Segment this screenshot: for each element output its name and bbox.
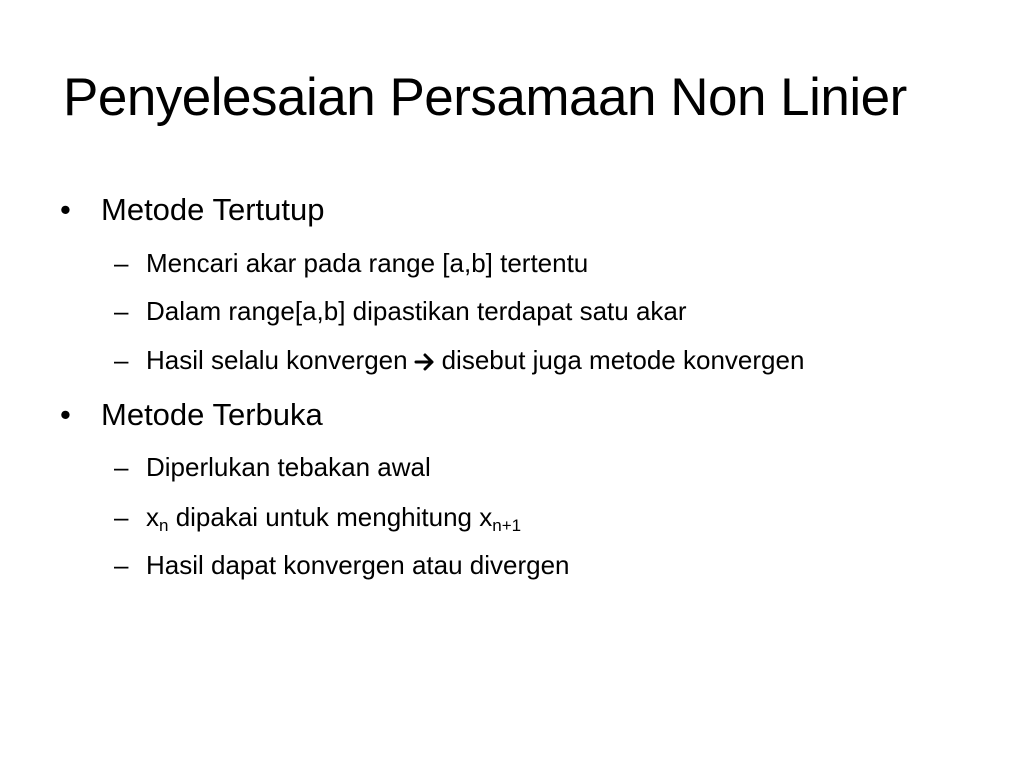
dash-marker: – <box>114 452 129 482</box>
dash-marker: – <box>114 502 129 532</box>
dash-marker: – <box>114 248 129 278</box>
subscript-n-plus-1: n+1 <box>492 516 522 535</box>
bullet-text: Metode Terbuka <box>101 397 323 432</box>
slide-title: Penyelesaian Persamaan Non Linier <box>63 68 907 127</box>
dash-marker: – <box>114 345 129 375</box>
bullet-text: Metode Tertutup <box>101 192 325 227</box>
sub-bullet-text: Diperlukan tebakan awal <box>146 452 431 482</box>
sub-bullet-text: Dalam range[a,b] dipastikan terdapat satu akar <box>146 296 687 326</box>
sub-bullet-text: Mencari akar pada range [a,b] tertentu <box>146 248 589 278</box>
sub-bullet-text <box>146 343 804 377</box>
dash-marker: – <box>114 296 129 326</box>
bullet-marker: • <box>60 397 71 432</box>
sub-bullet-text-mid: dipakai untuk menghitung x <box>168 502 493 532</box>
sub-bullet-text <box>146 500 521 534</box>
variable-x: x <box>146 502 159 532</box>
sub-bullet-text-before: Hasil selalu konvergen <box>146 345 408 375</box>
dash-marker: – <box>114 550 129 580</box>
sub-bullet-text: Hasil dapat konvergen atau divergen <box>146 550 570 580</box>
sub-bullet-text-after: disebut juga metode konvergen <box>441 345 805 375</box>
bullet-marker: • <box>60 192 71 227</box>
right-arrow-icon <box>414 352 436 372</box>
subscript-n: n <box>159 516 169 535</box>
